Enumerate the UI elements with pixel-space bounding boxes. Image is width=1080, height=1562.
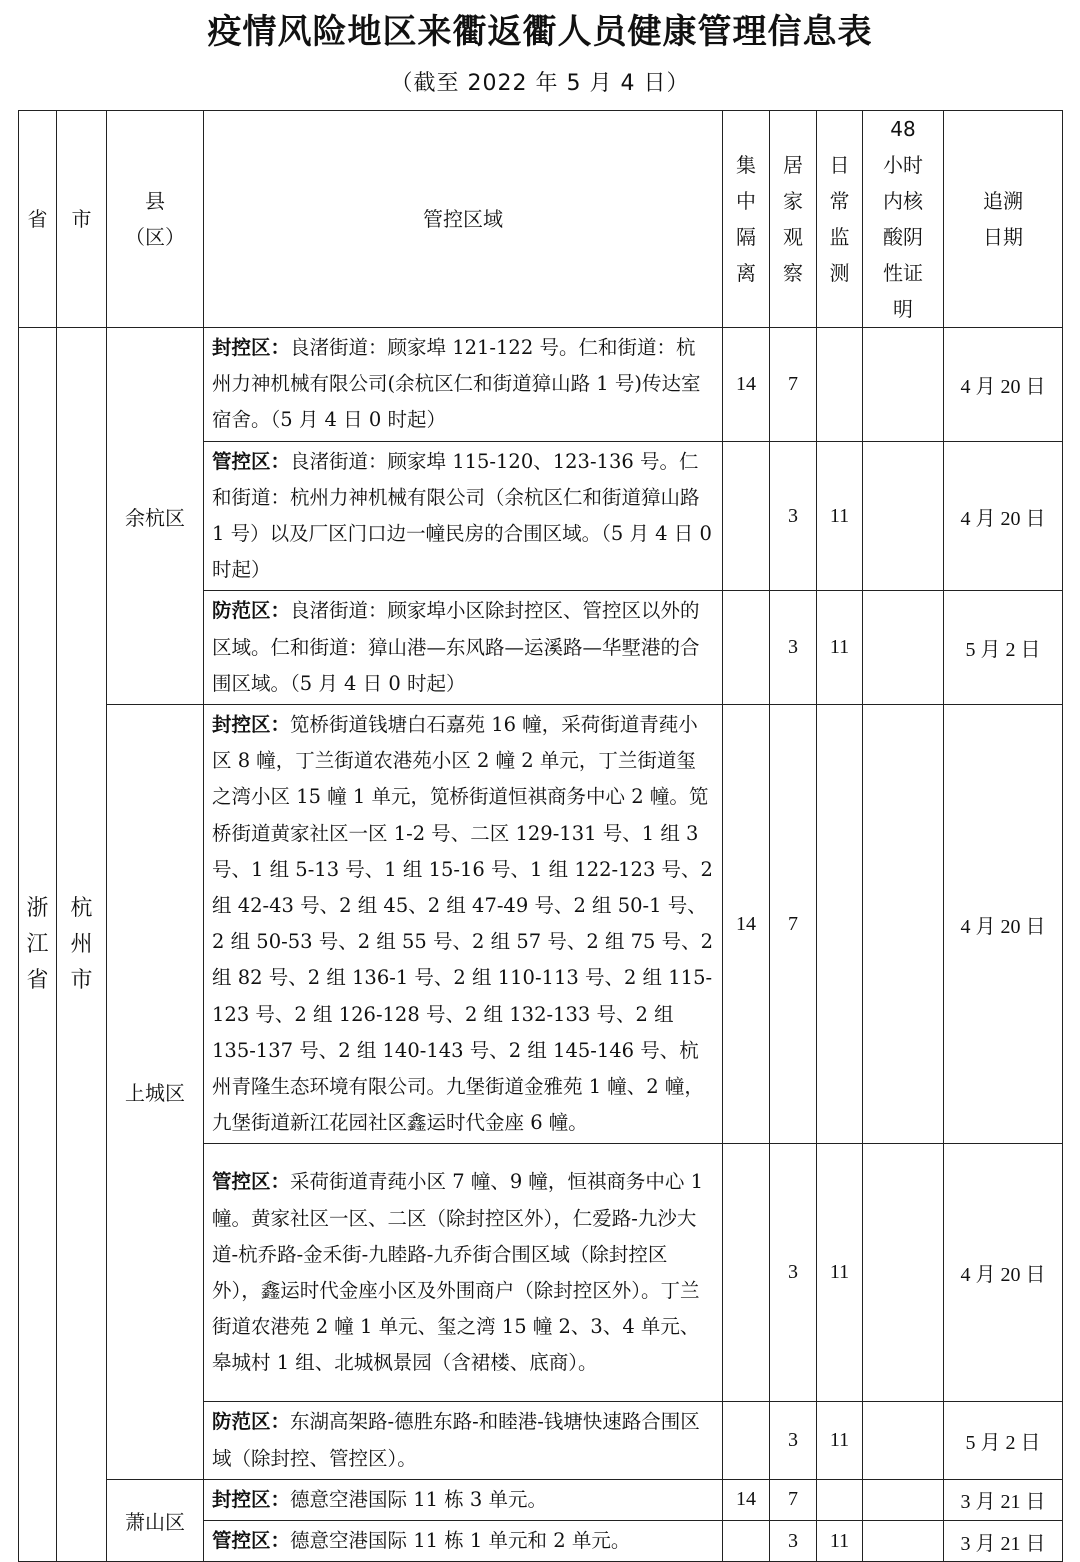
zone-text: 德意空港国际 11 栋 3 单元。 [290,1487,548,1511]
area-cell [204,441,723,591]
quarantine-cell [723,1402,770,1479]
daily-cell [817,328,863,442]
header-trace: 追溯日期 [944,111,1063,328]
trace-cell: 4 月 20 日 [944,705,1063,1144]
trace-cell: 4 月 20 日 [944,328,1063,442]
area-cell [204,328,723,442]
home-cell: 7 [770,705,817,1144]
home-cell: 3 [770,441,817,591]
home-cell: 3 [770,591,817,705]
home-cell: 3 [770,1144,817,1402]
zone-label: 管控区： [212,1170,291,1194]
table-row [19,1479,1063,1520]
header-nucleic: 48小时内核酸阴性证明 [863,111,944,328]
district-xiaoshan: 萧山区 [107,1479,204,1561]
trace-cell: 5 月 2 日 [944,591,1063,705]
zone-label: 防范区： [212,1410,291,1434]
zone-text: 良渚街道：顾家埠 121-122 号。仁和街道：杭州力神机械有限公司(余杭区仁和街道獐山路 1 号)传达室宿舍。（5 月 4 日 0 时起） [212,336,701,432]
header-area: 管控区域 [204,111,723,328]
header-daily: 日常监测 [817,111,863,328]
header-home: 居家观察 [770,111,817,328]
daily-cell [817,1479,863,1520]
home-cell: 3 [770,1402,817,1479]
trace-cell: 4 月 20 日 [944,1144,1063,1402]
table-row [19,328,1063,442]
zone-text: 良渚街道：顾家埠小区除封控区、管控区以外的区域。仁和街道：獐山港—东风路—运溪路—华墅港的合围区域。（5 月 4 日 0 时起） [212,599,700,695]
header-province: 省 [19,111,57,328]
district-yuhang: 余杭区 [107,328,204,705]
area-cell [204,1479,723,1520]
quarantine-cell: 14 [723,1479,770,1520]
zone-text: 笕桥街道钱塘白石嘉苑 16 幢，采荷街道青莼小区 8 幢，丁兰街道农港苑小区 2 幢 2 单元，丁兰街道玺之湾小区 15 幢 1 单元，笕桥街道恒祺商务中心 2 幢。笕桥街道黄家社区一区 1-2 号、二区 129-131 号、1 组 3 号、1 组 5-13 号、1 组 15-16 号、1 组 122-123 号、2 组 42-43 号、2 组 45、2 组 47-49 号、2 组 50-1 号、2 组 50-53 号、2 组 55 号、2 组 57 号、2 组 75 号、2 组 82 号、2 组 136-1 号、2 组 110-113 号、2 组 115-123 号、2 组 126-128 号、2 组 132-133 号、2 组 135-137 号、2 组 140-143 号、2 组 145-146 号、杭州青隆生态环境有限公司。九堡街道金雅苑 1 幢、2 幢，九堡街道新江花园社区鑫运时代金座 6 幢。 [212,713,714,1135]
header-city: 市 [57,111,107,328]
header-quarantine: 集中隔离 [723,111,770,328]
daily-cell [817,705,863,1144]
nucleic-cell [863,441,944,591]
nucleic-cell [863,1144,944,1402]
zone-text: 德意空港国际 11 栋 1 单元和 2 单元。 [290,1529,631,1553]
nucleic-cell [863,1402,944,1479]
daily-cell: 11 [817,1521,863,1562]
area-cell [204,591,723,705]
header-county: 县（区） [107,111,204,328]
nucleic-cell [863,591,944,705]
header-row [19,111,1063,328]
zone-text: 采荷街道青莼小区 7 幢、9 幢，恒祺商务中心 1 幢。黄家社区一区、二区（除封控区外），仁爱路-九沙大道-杭乔路-金禾街-九睦路-九乔街合围区域（除封控区外），鑫运时代金座小区及外围商户（除封控区外）。丁兰街道农港苑 2 幢 1 单元、玺之湾 15 幢 2、3、4 单元、皋城村 1 组、北城枫景园（含裙楼、底商）。 [212,1170,704,1375]
daily-cell: 11 [817,1402,863,1479]
trace-cell: 4 月 20 日 [944,441,1063,591]
trace-cell: 3 月 21 日 [944,1479,1063,1520]
quarantine-cell [723,1144,770,1402]
quarantine-cell [723,441,770,591]
zone-label: 封控区： [212,713,291,737]
trace-cell: 5 月 2 日 [944,1402,1063,1479]
area-cell [204,1144,723,1402]
quarantine-cell [723,591,770,705]
home-cell: 3 [770,1521,817,1562]
page-title: 疫情风险地区来衢返衢人员健康管理信息表 [207,12,873,52]
zone-label: 封控区： [212,1487,291,1511]
zone-text: 东湖高架路-德胜东路-和睦港-钱塘快速路合围区域（除封控、管控区）。 [212,1410,700,1470]
trace-cell: 3 月 21 日 [944,1521,1063,1562]
area-cell [204,1402,723,1479]
nucleic-cell [863,705,944,1144]
health-management-table [18,110,1063,1562]
area-cell [204,705,723,1144]
quarantine-cell: 14 [723,705,770,1144]
city-cell: 杭州市 [57,328,107,1562]
nucleic-cell [863,328,944,442]
zone-label: 封控区： [212,336,291,359]
daily-cell: 11 [817,591,863,705]
district-shangcheng: 上城区 [107,705,204,1480]
zone-label: 管控区： [212,449,291,473]
province-cell: 浙江省 [19,328,57,1562]
zone-label: 管控区： [212,1529,291,1553]
nucleic-cell [863,1479,944,1520]
quarantine-cell: 14 [723,328,770,442]
zone-text: 良渚街道：顾家埠 115-120、123-136 号。仁和街道：杭州力神机械有限公司（余杭区仁和街道獐山路 1 号）以及厂区门口边一幢民房的合围区域。（5 月 4 日 0 时起） [212,449,712,582]
zone-label: 防范区： [212,599,291,623]
home-cell: 7 [770,328,817,442]
page-subtitle: （截至 2022 年 5 月 4 日） [390,71,690,96]
table-row [19,705,1063,1144]
home-cell: 7 [770,1479,817,1520]
daily-cell: 11 [817,441,863,591]
daily-cell: 11 [817,1144,863,1402]
